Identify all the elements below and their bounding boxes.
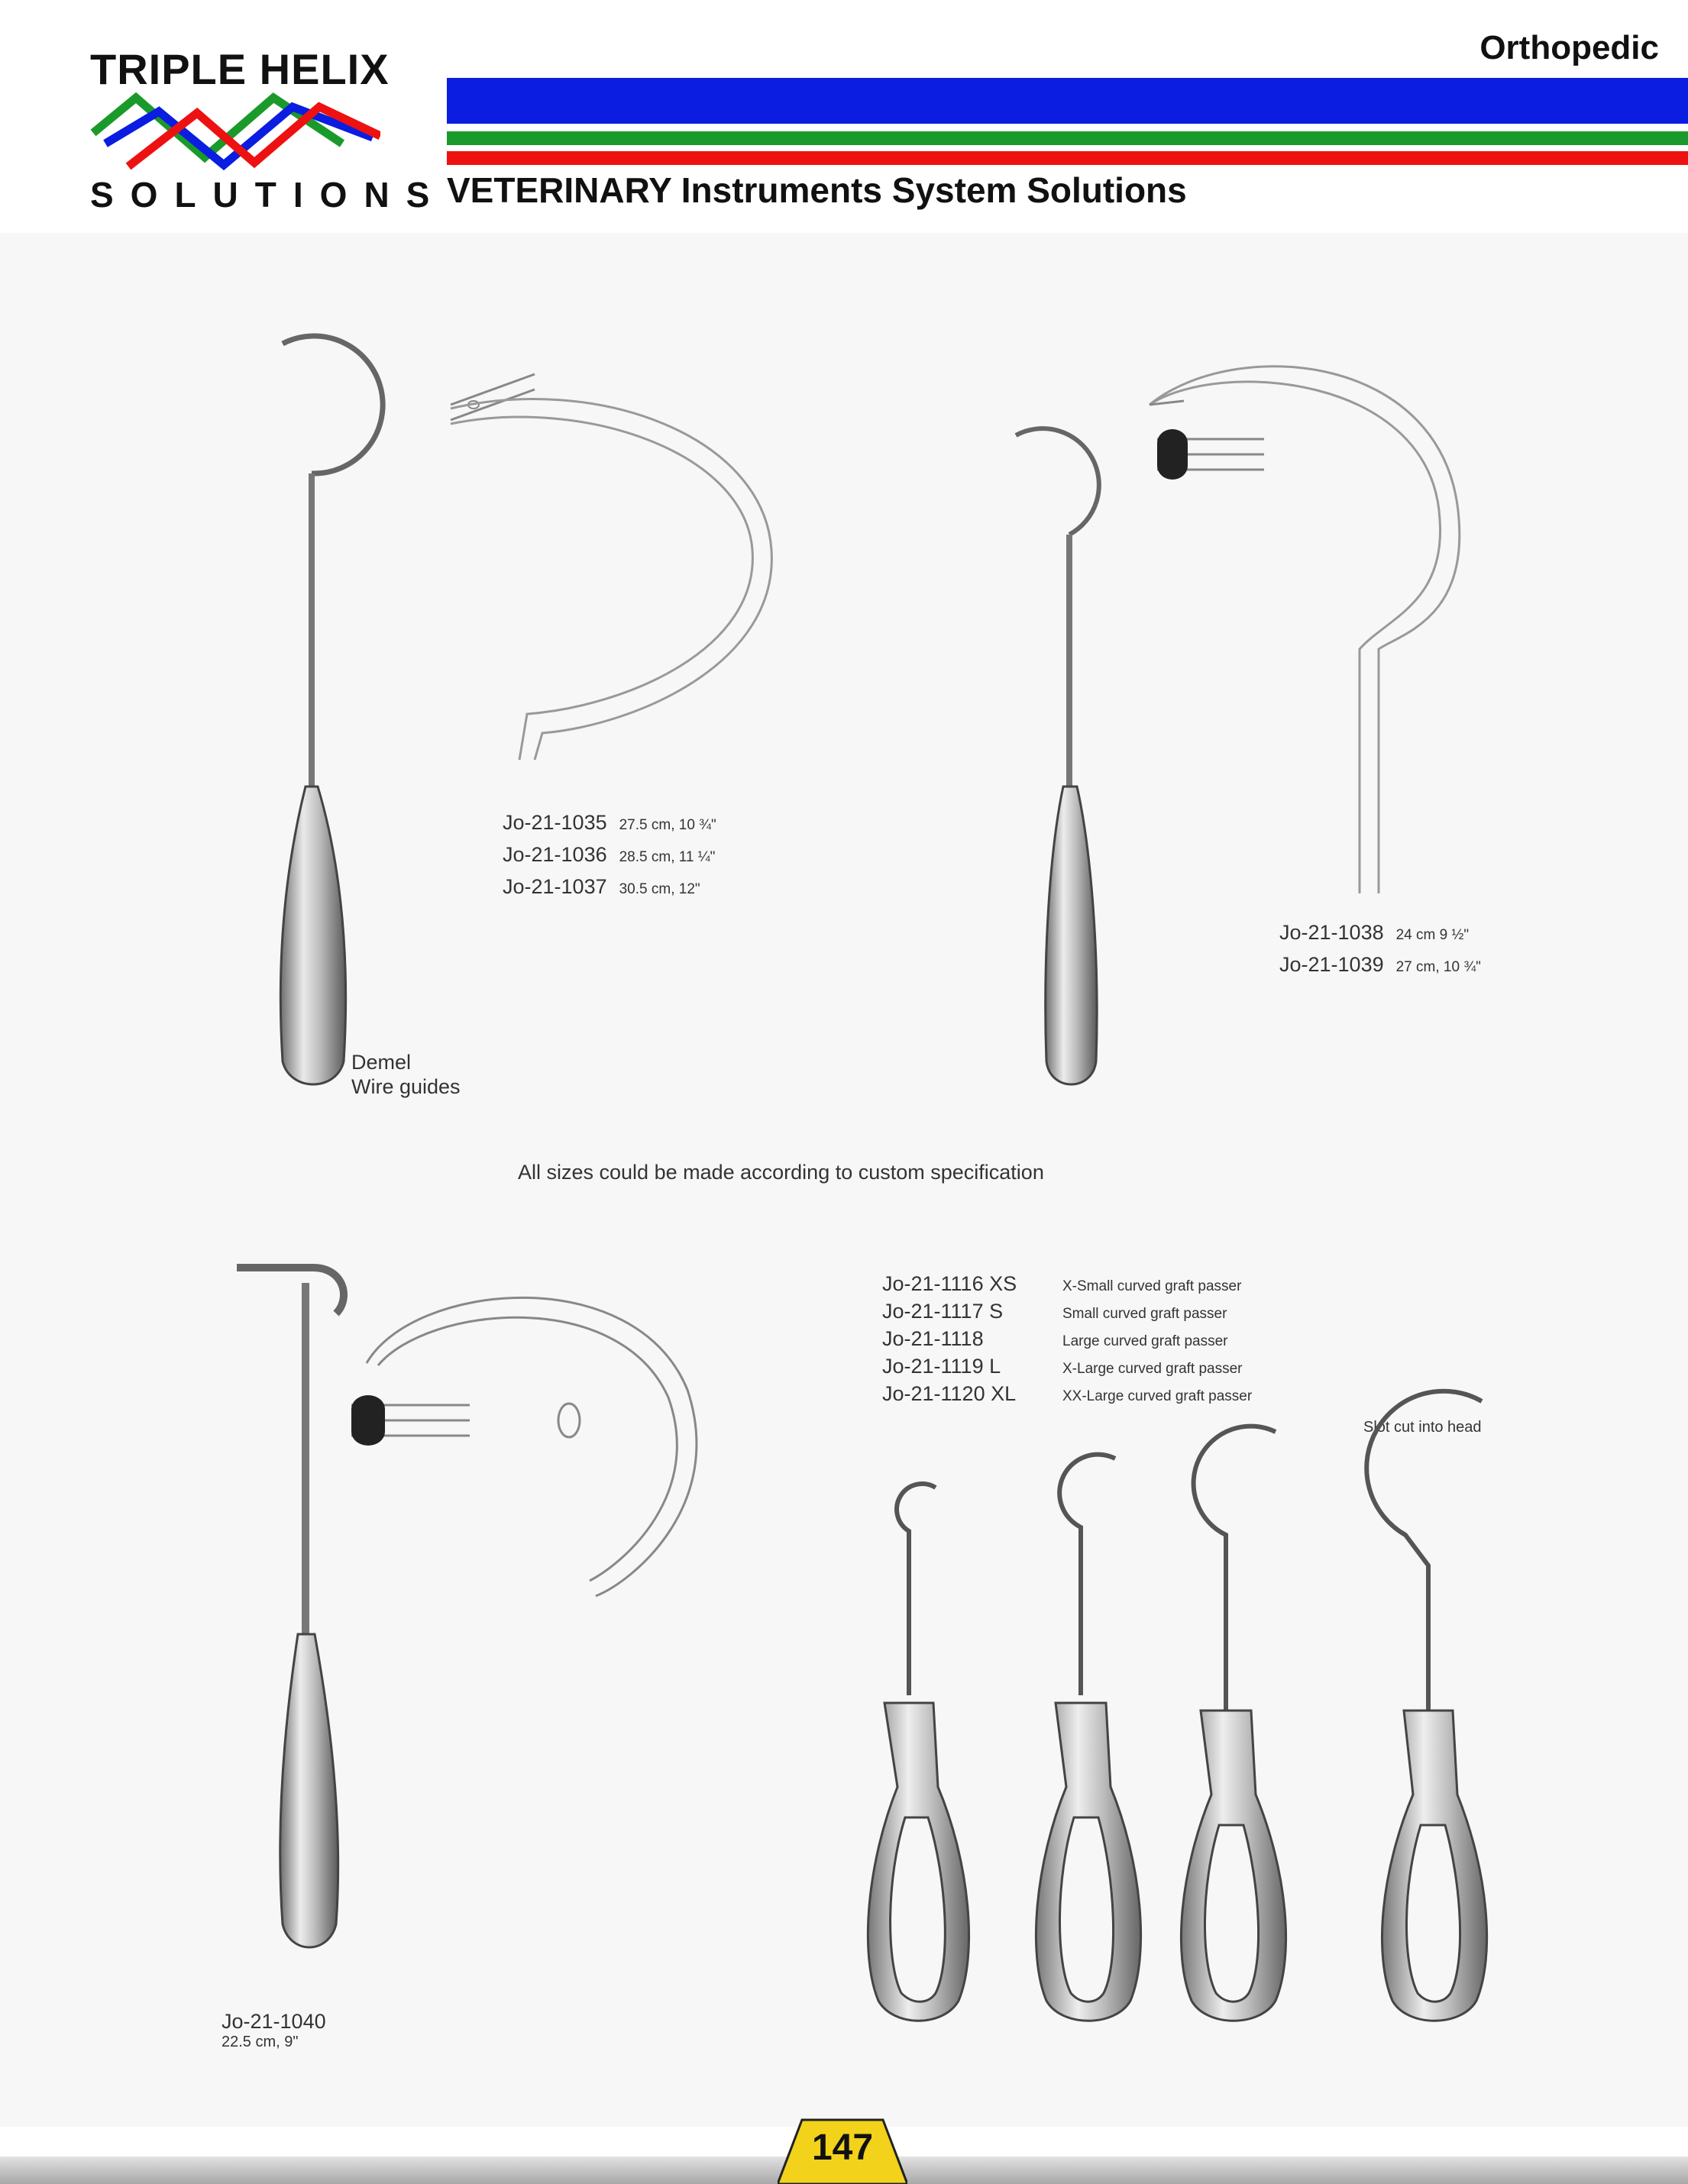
- hook-instrument-image: [1008, 420, 1130, 1092]
- blue-banner: [447, 78, 1688, 124]
- product-spec: 22.5 cm, 9": [222, 2034, 299, 2050]
- list-item: [882, 1326, 1252, 1354]
- product-code: Jo-21-1040: [222, 2010, 326, 2033]
- list-item: [882, 1271, 1252, 1299]
- hook-curve-diagram: [1142, 344, 1486, 909]
- graft-passer-xs-image: [855, 1466, 993, 2031]
- product-code: Jo-21-1119 L: [882, 1355, 1001, 1378]
- caption-line: Wire guides: [351, 1075, 461, 1098]
- product-code: Jo-21-1035: [503, 811, 607, 834]
- list-item: [503, 840, 716, 872]
- demel-curve-diagram: [443, 344, 794, 771]
- product-code: Jo-21-1116 XS: [882, 1272, 1017, 1295]
- list-item: [503, 808, 716, 840]
- single-product-label: [222, 2010, 326, 2051]
- list-item: [882, 1354, 1252, 1381]
- product-spec: 30.5 cm, 12": [619, 881, 700, 897]
- graft-curve-diagram: [344, 1260, 726, 1611]
- product-desc: Small curved graft passer: [1062, 1306, 1227, 1322]
- product-spec: 27.5 cm, 10 ¾": [619, 817, 716, 833]
- product-code: Jo-21-1038: [1279, 921, 1384, 944]
- list-item: [503, 872, 716, 904]
- product-code: Jo-21-1039: [1279, 953, 1384, 976]
- hook-code-list: [1279, 918, 1481, 982]
- helix-logo-icon: [90, 90, 380, 174]
- product-spec: 24 cm 9 ½": [1395, 927, 1470, 943]
- page-header: [0, 0, 1688, 233]
- product-spec: 28.5 cm, 11 ¼": [619, 849, 716, 865]
- product-code: Jo-21-1117 S: [882, 1300, 1004, 1323]
- page-number: 147: [811, 2127, 874, 2168]
- demel-wire-guide-image: [267, 328, 435, 1092]
- category-label: Orthopedic: [1479, 29, 1659, 66]
- product-desc: X-Small curved graft passer: [1062, 1278, 1242, 1294]
- product-desc: XX-Large curved graft passer: [1062, 1388, 1253, 1404]
- product-code: Jo-21-1120 XL: [882, 1382, 1017, 1405]
- graft-passer-list: [882, 1271, 1252, 1409]
- product-spec: 27 cm, 10 ¾": [1395, 959, 1481, 975]
- product-code: Jo-21-1036: [503, 843, 607, 866]
- product-code: Jo-21-1037: [503, 875, 607, 898]
- list-item: [1279, 918, 1481, 950]
- demel-code-list: [503, 808, 716, 904]
- custom-spec-note: All sizes could be made according to custom specification: [518, 1161, 1044, 1184]
- graft-passer-l-image: [1153, 1405, 1329, 2031]
- green-stripe: [447, 131, 1688, 145]
- list-item: [882, 1299, 1252, 1326]
- brand-name: TRIPLE HELIX: [90, 45, 390, 93]
- demel-caption: [351, 1050, 461, 1099]
- list-item: [1279, 950, 1481, 982]
- product-desc: X-Large curved graft passer: [1062, 1361, 1243, 1377]
- red-stripe: [447, 151, 1688, 165]
- slot-note: Slot cut into head: [1363, 1419, 1482, 1436]
- product-code: Jo-21-1118: [882, 1327, 984, 1350]
- tagline: VETERINARY Instruments System Solutions: [447, 170, 1187, 210]
- caption-line: Demel: [351, 1051, 412, 1074]
- graft-passer-s-image: [1016, 1436, 1161, 2031]
- brand-subtitle: SOLUTIONS: [90, 175, 447, 215]
- graft-passer-xl-image: [1314, 1344, 1505, 2031]
- product-desc: Large curved graft passer: [1062, 1333, 1228, 1349]
